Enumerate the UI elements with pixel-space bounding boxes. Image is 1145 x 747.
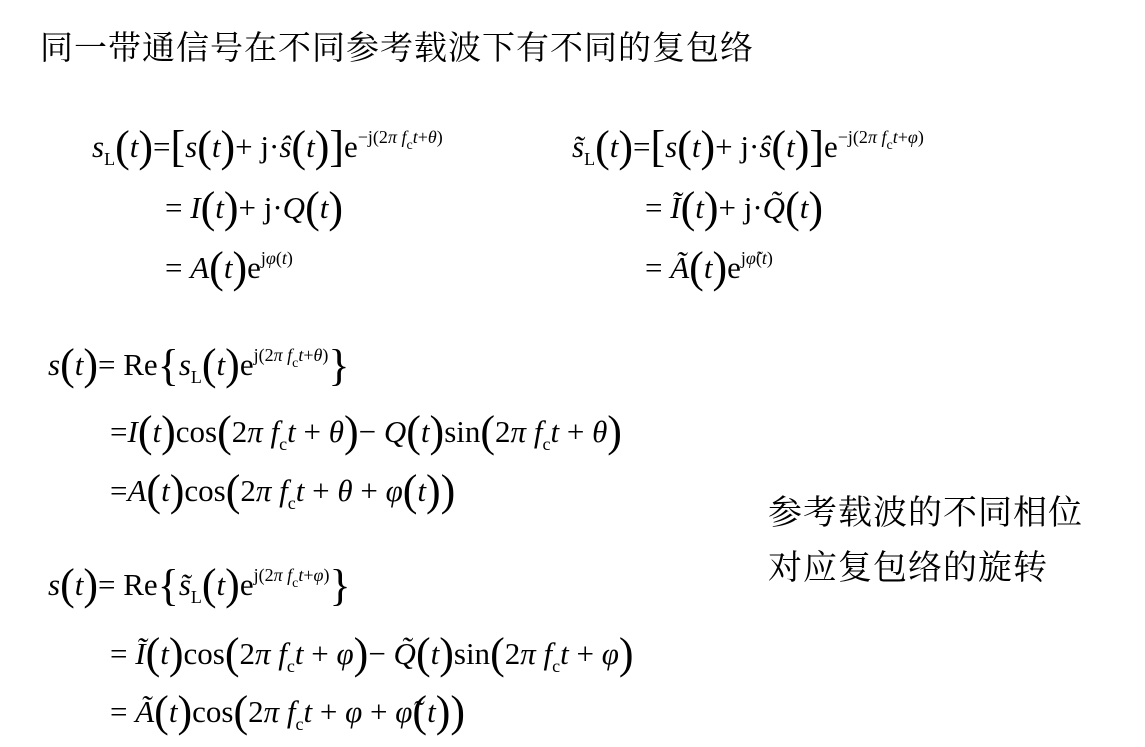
equation-sL-tilde-polar: = $Ã(t)e^{j\varphĩ(t)}$ — [645, 243, 773, 292]
equation-sL-polar: = $A(t)e^{j\varphi(t)}$ — [165, 243, 293, 292]
equation-sL-def: $s_L(t)=[s(t)+$ $j\cdot ŝ(t)]e^{-j(2\pi f_ct+\theta)}$ — [92, 122, 443, 171]
equation-s-re-theta: $s(t)= Re\{s_L(t)e^{j(2\pi f_ct+\theta)}\}$ — [48, 340, 350, 390]
equation-sL-iq: = I(t)+ j·Q(t) — [165, 183, 343, 232]
note-line-2: 对应复包络的旋转 — [768, 548, 1048, 588]
equation-s-cos-sin-theta: =I(t)cos(2π $f_ct + \theta)- Q(t)\sin(2\pi$ $f_ct + \theta$) — [110, 407, 622, 456]
equation-s-cos-sin-phi: = Ĩ(t)cos(2π $f_ct + \varphi)-$ Q̃(t)sin(2π $f_ct + \varphi$) — [110, 629, 634, 678]
equation-sL-tilde-def: $s̃_L(t)=[s(t)+$ $j\cdot ŝ(t)]e^{-j(2\pi f_ct+\varphi)}$ — [572, 122, 924, 171]
equation-s-re-phi: $s(t)= Re\{s̃_L(t)e^{j(2\pi f_ct+\varphi)}\}$ — [48, 560, 351, 610]
equation-s-amp-theta: =A(t)cos(2π $f_ct + \theta + \varphi(t)$) — [110, 466, 456, 515]
equation-sL-tilde-iq: = Ĩ(t)+ j·Q̃(t) — [645, 183, 823, 232]
note-line-1: 参考载波的不同相位 — [768, 493, 1083, 533]
equation-s-amp-phi: = Ã(t)cos(2π $f_ct + \varphi$ + φ̃(t)) — [110, 687, 465, 736]
page-title: 同一带通信号在不同参考载波下有不同的复包络 — [40, 28, 754, 67]
